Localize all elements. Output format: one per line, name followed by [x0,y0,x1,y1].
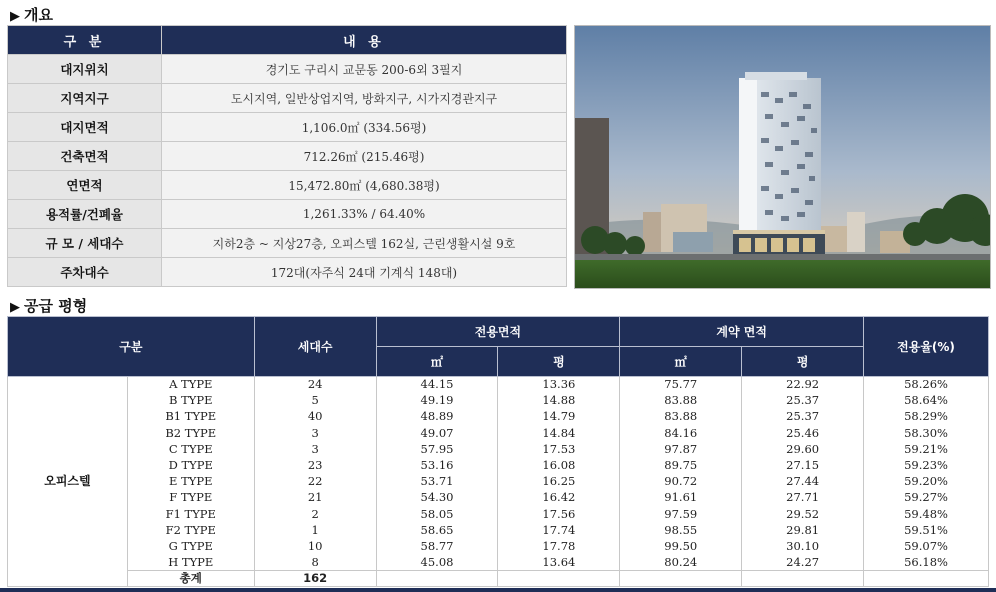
type-cell: E TYPE [127,474,254,490]
units-cell: 24 [254,377,376,393]
supply-title-text: 공급 평형 [24,297,88,315]
ct-pyeong-cell: 27.15 [742,457,864,473]
ratio-cell: 58.29% [864,409,989,425]
ex-pyeong-cell: 17.78 [498,538,620,554]
type-cell: F1 TYPE [127,506,254,522]
ex-pyeong-cell: 14.84 [498,425,620,441]
ratio-cell: 59.21% [864,441,989,457]
supply-header-ct-sqm: ㎡ [620,347,742,377]
supply-header-ex-pyeong: 평 [498,347,620,377]
ex-pyeong-cell: 13.64 [498,555,620,571]
supply-header-ex-sqm: ㎡ [376,347,498,377]
overview-table [7,25,567,287]
units-cell: 1 [254,522,376,538]
overview-label: 대지위치 [8,55,162,84]
ex-pyeong-cell: 17.53 [498,441,620,457]
table-row [8,506,989,522]
ex-sqm-cell: 48.89 [376,409,498,425]
ct-pyeong-cell: 30.10 [742,538,864,554]
units-cell: 23 [254,457,376,473]
ratio-cell: 58.64% [864,393,989,409]
units-cell: 2 [254,506,376,522]
ex-pyeong-cell: 16.25 [498,474,620,490]
overview-header-category: 구 분 [8,26,162,55]
triangle-bullet-icon: ▶ [10,9,20,24]
ex-sqm-cell: 44.15 [376,377,498,393]
total-empty-cell [498,571,620,587]
supply-header-exclusive: 전용면적 [376,317,620,347]
ex-pyeong-cell: 16.42 [498,490,620,506]
ex-sqm-cell: 49.19 [376,393,498,409]
ratio-cell: 59.23% [864,457,989,473]
overview-value: 지하2층 ~ 지상27층, 오피스텔 162실, 근린생활시설 9호 [162,229,567,258]
ratio-cell: 56.18% [864,555,989,571]
ct-pyeong-cell: 29.81 [742,522,864,538]
ct-sqm-cell: 90.72 [620,474,742,490]
overview-value: 1,261.33% / 64.40% [162,200,567,229]
type-cell: C TYPE [127,441,254,457]
building-rendering-image [574,25,991,289]
ct-pyeong-cell: 29.60 [742,441,864,457]
overview-header-row [8,26,567,55]
total-empty-cell [864,571,989,587]
total-empty-cell [620,571,742,587]
type-cell: B1 TYPE [127,409,254,425]
total-empty-cell [742,571,864,587]
overview-value: 172대(자주식 24대 기계식 148대) [162,258,567,287]
ratio-cell: 59.27% [864,490,989,506]
overview-header-content: 내 용 [162,26,567,55]
supply-table-body [8,377,989,587]
overview-row [8,142,567,171]
type-cell: H TYPE [127,555,254,571]
units-cell: 40 [254,409,376,425]
overview-value: 1,106.0㎡ (334.56평) [162,113,567,142]
ct-sqm-cell: 83.88 [620,393,742,409]
ex-sqm-cell: 53.16 [376,457,498,473]
type-cell: B TYPE [127,393,254,409]
ct-pyeong-cell: 25.37 [742,393,864,409]
units-cell: 10 [254,538,376,554]
overview-row [8,55,567,84]
overview-row [8,84,567,113]
overview-label: 주차대수 [8,258,162,287]
table-row [8,490,989,506]
type-cell: B2 TYPE [127,425,254,441]
table-row [8,555,989,571]
ex-sqm-cell: 54.30 [376,490,498,506]
overview-label: 지역지구 [8,84,162,113]
ex-sqm-cell: 58.05 [376,506,498,522]
total-row [8,571,989,587]
ex-pyeong-cell: 13.36 [498,377,620,393]
units-cell: 5 [254,393,376,409]
ex-pyeong-cell: 14.79 [498,409,620,425]
table-row [8,441,989,457]
ex-pyeong-cell: 17.74 [498,522,620,538]
type-cell: F TYPE [127,490,254,506]
ct-sqm-cell: 99.50 [620,538,742,554]
bottom-divider [0,588,996,592]
overview-row [8,258,567,287]
ct-pyeong-cell: 25.46 [742,425,864,441]
units-cell: 3 [254,425,376,441]
overview-title-text: 개요 [24,6,53,24]
type-cell: D TYPE [127,457,254,473]
ct-sqm-cell: 80.24 [620,555,742,571]
ratio-cell: 58.30% [864,425,989,441]
table-row [8,474,989,490]
units-cell: 22 [254,474,376,490]
ex-sqm-cell: 53.71 [376,474,498,490]
ratio-cell: 59.07% [864,538,989,554]
supply-header-category: 구분 [8,317,255,377]
supply-header-ct-pyeong: 평 [742,347,864,377]
ct-pyeong-cell: 24.27 [742,555,864,571]
overview-value: 경기도 구리시 교문동 200-6외 3필지 [162,55,567,84]
units-cell: 8 [254,555,376,571]
ct-pyeong-cell: 29.52 [742,506,864,522]
ex-pyeong-cell: 14.88 [498,393,620,409]
ct-pyeong-cell: 25.37 [742,409,864,425]
supply-category-cell: 오피스텔 [8,377,128,587]
ex-sqm-cell: 49.07 [376,425,498,441]
ex-sqm-cell: 58.77 [376,538,498,554]
overview-value: 15,472.80㎡ (4,680.38평) [162,171,567,200]
total-empty-cell [376,571,498,587]
overview-row [8,200,567,229]
ex-sqm-cell: 45.08 [376,555,498,571]
total-units: 162 [254,571,376,587]
ratio-cell: 59.20% [864,474,989,490]
supply-header-units: 세대수 [254,317,376,377]
table-row [8,522,989,538]
overview-row [8,171,567,200]
ex-sqm-cell: 58.65 [376,522,498,538]
ratio-cell: 59.48% [864,506,989,522]
ct-sqm-cell: 91.61 [620,490,742,506]
type-cell: G TYPE [127,538,254,554]
overview-label: 연면적 [8,171,162,200]
triangle-bullet-icon: ▶ [10,300,20,315]
overview-label: 규 모 / 세대수 [8,229,162,258]
ct-pyeong-cell: 27.44 [742,474,864,490]
overview-row [8,229,567,258]
overview-label: 대지면적 [8,113,162,142]
table-row [8,377,989,393]
ex-pyeong-cell: 16.08 [498,457,620,473]
ex-sqm-cell: 57.95 [376,441,498,457]
type-cell: F2 TYPE [127,522,254,538]
ct-sqm-cell: 84.16 [620,425,742,441]
ct-pyeong-cell: 27.71 [742,490,864,506]
supply-header-row [8,317,989,347]
ct-sqm-cell: 97.87 [620,441,742,457]
table-row [8,457,989,473]
table-row [8,538,989,554]
table-row [8,425,989,441]
ct-sqm-cell: 98.55 [620,522,742,538]
ex-pyeong-cell: 17.56 [498,506,620,522]
supply-header-contract: 계약 면적 [620,317,864,347]
overview-row [8,113,567,142]
ct-sqm-cell: 75.77 [620,377,742,393]
type-cell: A TYPE [127,377,254,393]
ct-sqm-cell: 89.75 [620,457,742,473]
ratio-cell: 58.26% [864,377,989,393]
ct-pyeong-cell: 22.92 [742,377,864,393]
table-row [8,393,989,409]
overview-value: 712.26㎡ (215.46평) [162,142,567,171]
supply-table [7,316,989,587]
supply-header-ratio: 전용율(%) [864,317,989,377]
ct-sqm-cell: 83.88 [620,409,742,425]
table-row [8,409,989,425]
overview-section-title [10,4,53,25]
ratio-cell: 59.51% [864,522,989,538]
overview-value: 도시지역, 일반상업지역, 방화지구, 시가지경관지구 [162,84,567,113]
ct-sqm-cell: 97.59 [620,506,742,522]
units-cell: 3 [254,441,376,457]
supply-section-title [10,295,87,316]
units-cell: 21 [254,490,376,506]
overview-label: 용적률/건폐율 [8,200,162,229]
overview-label: 건축면적 [8,142,162,171]
total-label: 총계 [127,571,254,587]
